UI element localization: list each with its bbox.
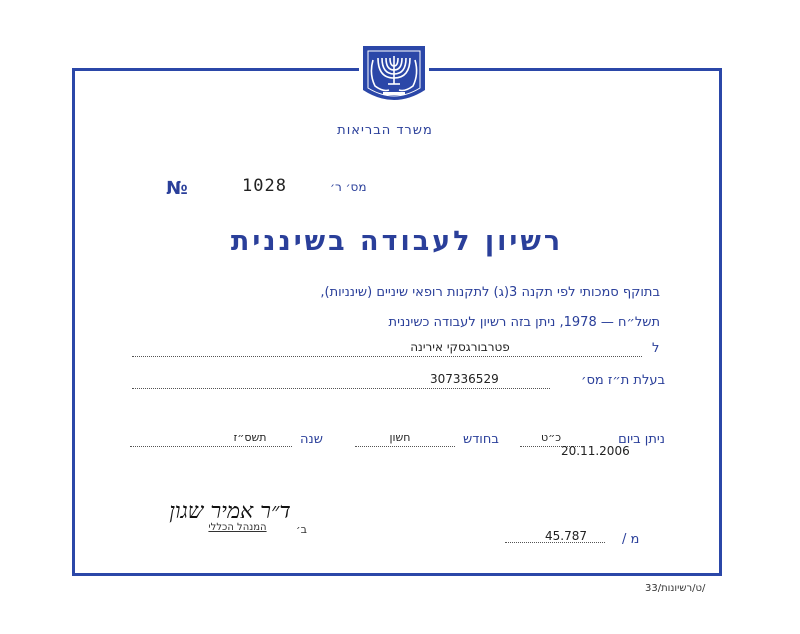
issued-year-line [130,446,292,447]
to-prefix: ל [652,341,660,356]
number-label: מס׳ ר׳ [330,180,367,194]
ministry-name: משרד הבריאות [337,123,433,138]
issued-day: כ״ט [540,431,562,444]
gregorian-date: 20.11.2006 [561,444,630,458]
number-sign: № [166,178,188,199]
signature-prefix: ב׳ [296,523,307,536]
signature-handwriting: ד״ר אמיר שגון [169,499,291,524]
body-line-1: בתוקף סמכותי לפי תקנה 3(ג) לתקנות רופאי שיניים (שינניות), [320,285,660,300]
id-number: 307336529 [430,372,499,386]
certificate-title: רשיון לעבודה בשיננית [230,226,564,257]
issued-year-label: שנה [300,432,323,447]
file-ref-value: 45.787 [545,529,587,543]
holder-name: פטרבורגסקי אירינה [410,340,510,354]
id-number-line [132,388,550,389]
holder-name-line [132,356,642,357]
issued-month-line [355,446,455,447]
issued-month-label: בחודש [463,432,499,447]
issued-month: חשון [389,431,411,444]
file-ref-label: מ / [622,532,640,547]
form-code: ט/רשיונות/33/ [645,583,706,594]
body-line-2: תשל״ח — 1978, ניתן בזה רשיון לעבודה כשיננית [388,315,660,330]
signature-caption: המנהל הכללי [208,522,267,533]
state-emblem-icon [359,44,429,106]
issued-prefix: ניתן ביום [618,432,665,447]
id-label: בעלת ת״ז מס׳ [581,373,665,388]
issued-year: תשס״ז [233,431,267,444]
license-number: 1028 [242,176,287,196]
